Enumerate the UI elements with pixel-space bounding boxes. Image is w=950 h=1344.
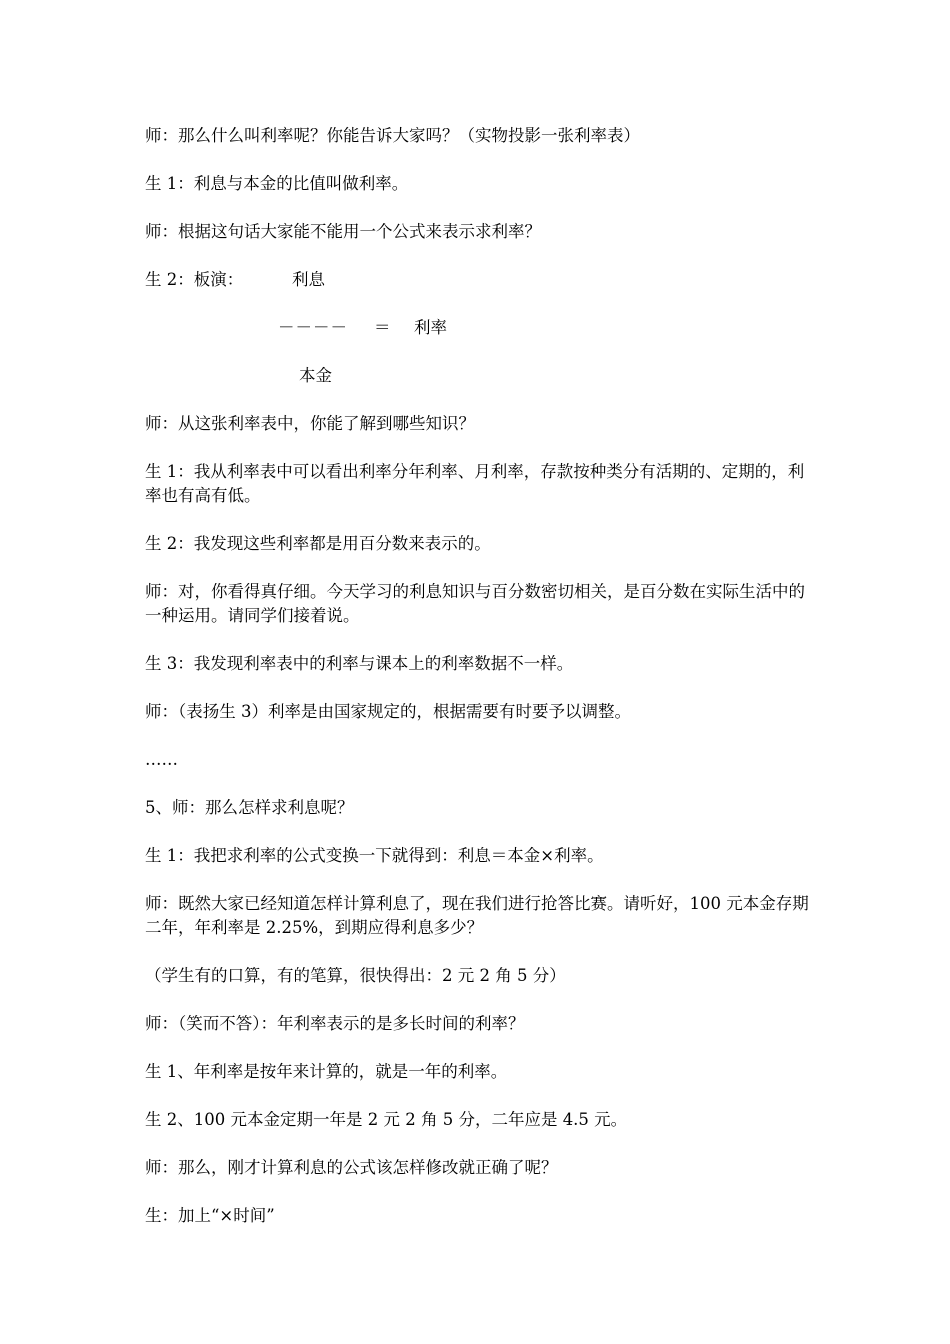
paragraph-13: （学生有的口算，有的笔算，很快得出：2 元 2 角 5 分）: [145, 966, 566, 985]
formula-fraction-bar: －－－－: [278, 318, 348, 337]
paragraph-11: 生 1：我把求利率的公式变换一下就得到：利息＝本金×利率。: [145, 846, 604, 865]
formula-denominator: 本金: [299, 366, 332, 385]
paragraph-6: 生 2：我发现这些利率都是用百分数来表示的。: [145, 534, 491, 553]
paragraph-10: 5、师：那么怎样求利息呢？: [145, 798, 354, 817]
paragraph-1: 师：那么什么叫利率呢？你能告诉大家吗？（实物投影一张利率表）: [145, 126, 640, 145]
paragraph-5: 生 1：我从利率表中可以看出利率分年利率、月利率，存款按种类分有活期的、定期的，利率也有高有低。: [145, 462, 805, 505]
formula-equals: ＝: [374, 318, 391, 337]
paragraph-12: 师：既然大家已经知道怎样计算利息了，现在我们进行抢答比赛。请听好，100 元本金存期二年，年利率是 2.25%，到期应得利息多少？: [145, 894, 809, 937]
paragraph-4: 师：从这张利率表中，你能了解到哪些知识？: [145, 414, 475, 433]
ellipsis: ……: [145, 750, 178, 769]
paragraph-8: 生 3：我发现利率表中的利率与课本上的利率数据不一样。: [145, 654, 574, 673]
paragraph-3: 师：根据这句话大家能不能用一个公式来表示求利率？: [145, 222, 541, 241]
formula-result: 利率: [414, 318, 447, 337]
paragraph-16: 生 2、100 元本金定期一年是 2 元 2 角 5 分，二年应是 4.5 元。: [145, 1110, 628, 1129]
paragraph-2: 生 1：利息与本金的比值叫做利率。: [145, 174, 409, 193]
paragraph-17: 师：那么，刚才计算利息的公式该怎样修改就正确了呢？: [145, 1158, 558, 1177]
paragraph-18: 生：加上“×时间”: [145, 1206, 275, 1225]
paragraph-7: 师：对，你看得真仔细。今天学习的利息知识与百分数密切相关，是百分数在实际生活中的一种运用。请同学们接着说。: [145, 582, 805, 625]
paragraph-14: 师：（笑而不答）：年利率表示的是多长时间的利率？: [145, 1014, 525, 1033]
paragraph-15: 生 1、年利率是按年来计算的，就是一年的利率。: [145, 1062, 508, 1081]
paragraph-9: 师：（表扬生 3）利率是由国家规定的，根据需要有时要予以调整。: [145, 702, 631, 721]
formula-numerator: 利息: [292, 270, 325, 289]
formula-prefix: 生 2：板演：: [145, 270, 244, 289]
